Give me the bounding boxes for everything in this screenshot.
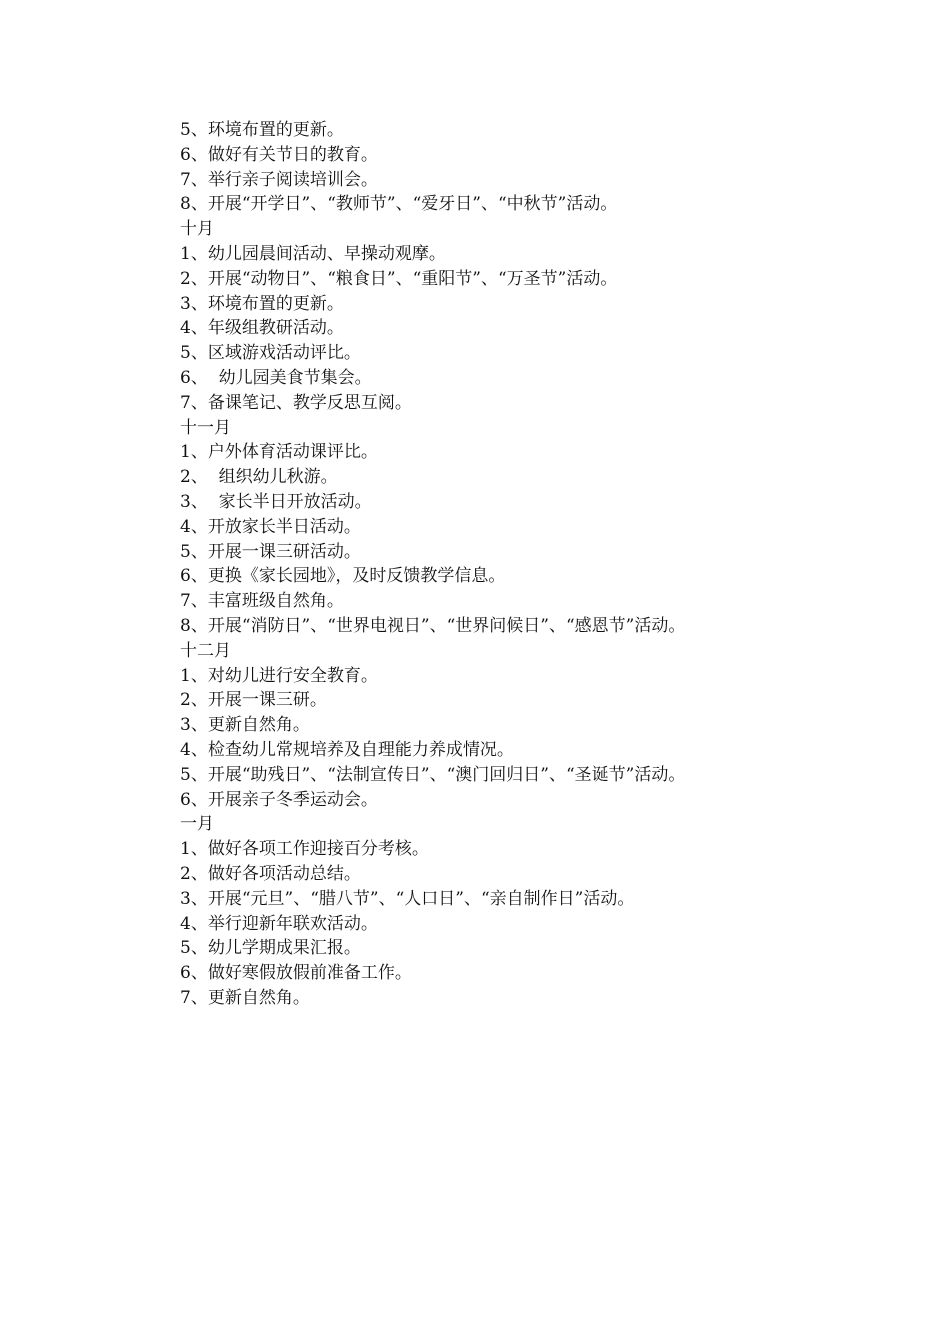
list-item: 7、丰富班级自然角。 (180, 591, 344, 612)
month-heading: 十一月 (180, 417, 231, 438)
list-item: 1、幼儿园晨间活动、早操动观摩。 (180, 243, 446, 264)
list-item: 4、举行迎新年联欢活动。 (180, 913, 378, 934)
list-item: 2、做好各项活动总结。 (180, 863, 361, 884)
list-item: 4、开放家长半日活动。 (180, 516, 361, 537)
list-item: 5、环境布置的更新。 (180, 120, 344, 140)
section-january (180, 812, 900, 1010)
list-item: 3、更新自然角。 (180, 715, 310, 736)
month-heading: 十二月 (180, 640, 231, 661)
list-item: 3、 家长半日开放活动。 (180, 491, 372, 512)
list-item: 7、举行亲子阅读培训会。 (180, 169, 378, 190)
section-continuation (180, 118, 900, 217)
list-item: 7、更新自然角。 (180, 987, 310, 1008)
month-heading: 一月 (180, 814, 214, 835)
list-item: 6、更换《家长园地》，及时反馈教学信息。 (180, 566, 506, 587)
list-item: 2、 组织幼儿秋游。 (180, 467, 338, 488)
list-item: 6、 幼儿园美食节集会。 (180, 367, 372, 388)
list-item: 5、区域游戏活动评比。 (180, 343, 361, 364)
list-item: 7、备课笔记、教学反思互阅。 (180, 392, 412, 413)
list-item: 8、开展“消防日”、“世界电视日”、“世界问候日”、“感恩节”活动。 (180, 615, 686, 636)
month-heading: 十月 (180, 219, 214, 240)
list-item: 6、做好有关节日的教育。 (180, 144, 378, 165)
list-item: 5、开展一课三研活动。 (180, 541, 361, 562)
list-item: 1、对幼儿进行安全教育。 (180, 665, 378, 686)
list-item: 5、开展“助残日”、“法制宣传日”、“澳门回归日”、“圣诞节”活动。 (180, 764, 686, 785)
list-item: 1、做好各项工作迎接百分考核。 (180, 839, 429, 860)
list-item: 3、开展“元旦”、“腊八节”、“人口日”、“亲自制作日”活动。 (180, 888, 635, 909)
list-item: 8、开展“开学日”、“教师节”、“爱牙日”、“中秋节”活动。 (180, 194, 618, 215)
section-december (180, 639, 900, 813)
list-item: 1、户外体育活动课评比。 (180, 442, 378, 463)
list-item: 6、开展亲子冬季运动会。 (180, 789, 378, 810)
list-item: 3、环境布置的更新。 (180, 293, 344, 314)
document-page (180, 118, 900, 1011)
section-november (180, 416, 900, 639)
section-october (180, 217, 900, 415)
list-item: 4、检查幼儿常规培养及自理能力养成情况。 (180, 739, 514, 760)
list-item: 6、做好寒假放假前准备工作。 (180, 963, 412, 984)
list-item: 5、幼儿学期成果汇报。 (180, 938, 361, 959)
list-item: 2、开展一课三研。 (180, 690, 327, 711)
list-item: 4、年级组教研活动。 (180, 318, 344, 339)
list-item: 2、开展“动物日”、“粮食日”、“重阳节”、“万圣节”活动。 (180, 268, 618, 289)
